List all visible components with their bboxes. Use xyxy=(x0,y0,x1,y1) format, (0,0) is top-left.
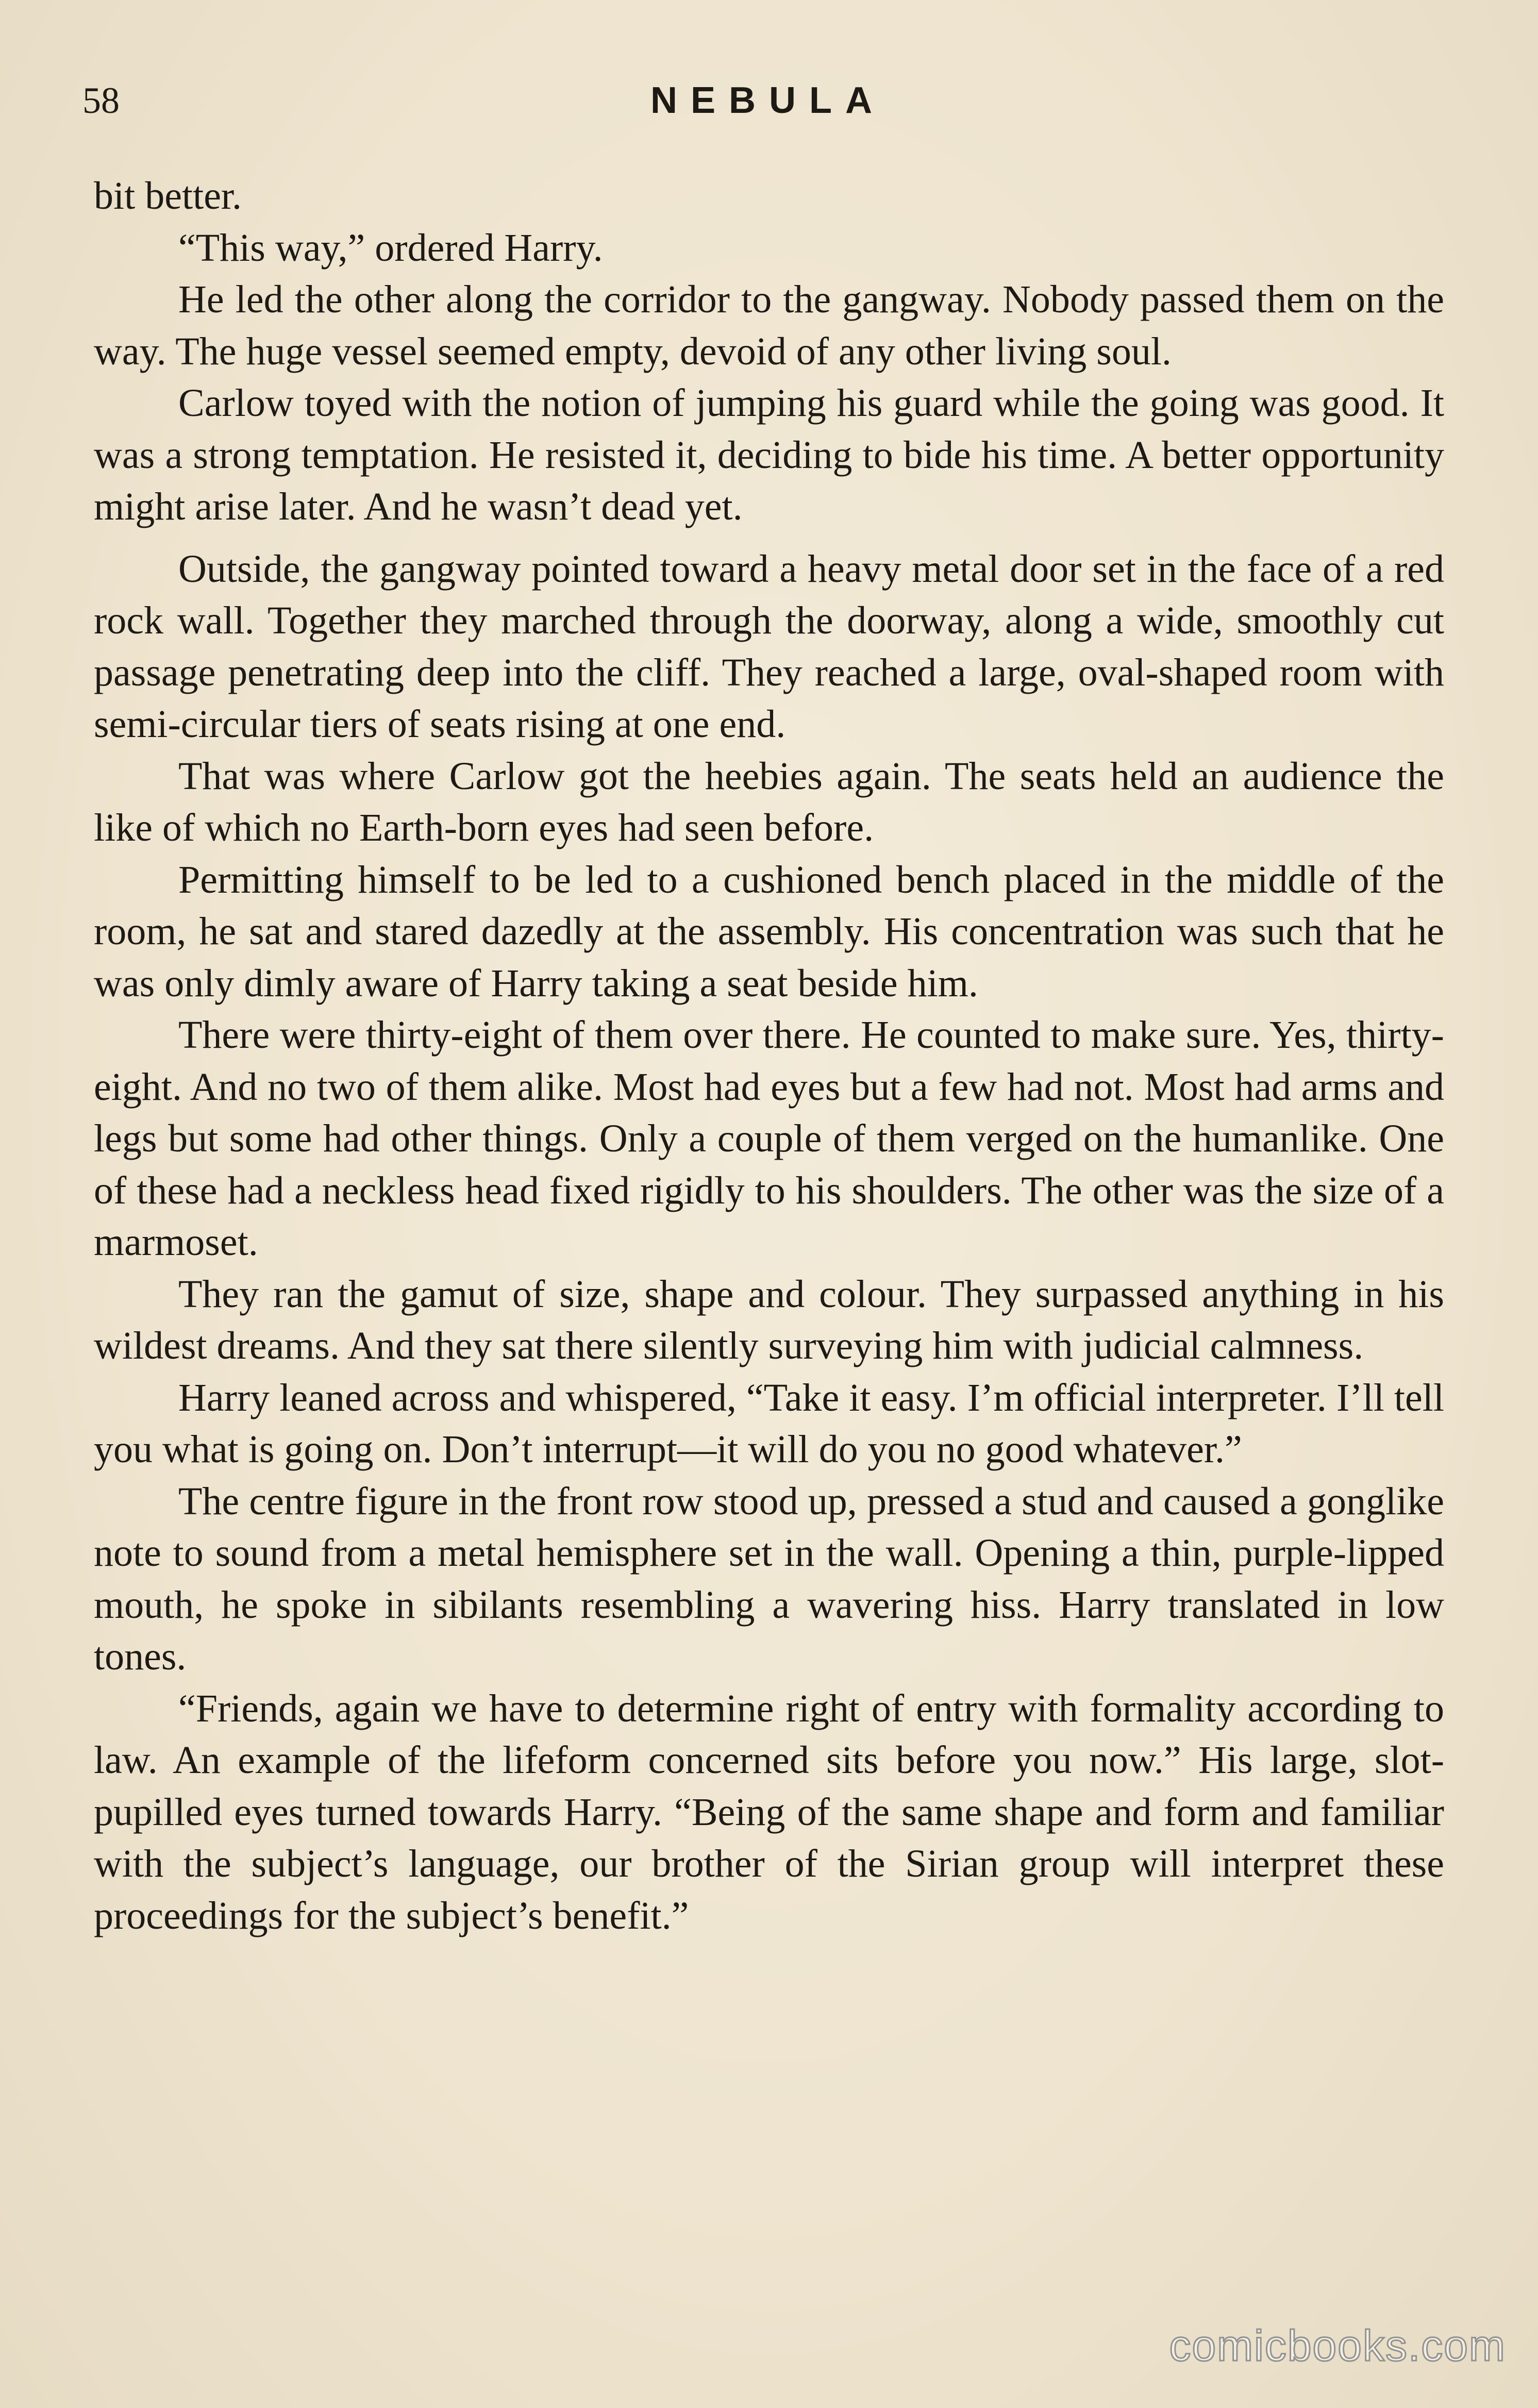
paragraph: He led the other along the corridor to the gangway. Nobody passed them on the way. The huge vessel seemed empty, devoid of any other living soul. xyxy=(94,278,1444,373)
paragraph: bit better. xyxy=(94,174,242,218)
watermark: comicbooks.com xyxy=(1169,2321,1506,2370)
paragraph: Permitting himself to be led to a cushioned bench placed in the middle of the room, he sat and stared dazedly at the assembly. His concentration was such that he was only dimly aware of Harry taking a seat beside him. xyxy=(94,858,1444,1005)
paragraph: They ran the gamut of size, shape and colour. They surpassed anything in his wildest dreams. And they sat there silently surveying him with judicial calmness. xyxy=(94,1272,1444,1367)
paragraph: Carlow toyed with the notion of jumping his guard while the going was good. It was a strong temptation. He resisted it, deciding to bide his time. A better opportunity might arise later. And he wasn’t dead yet. xyxy=(94,381,1444,528)
paragraph: Outside, the gangway pointed toward a heavy metal door set in the face of a red rock wall. Together they marched through the doorway, along a wide, smoothly cut passage penetrating deep into the cliff. They reached a large, oval-shaped room with semi-circular tiers of seats rising at one end. xyxy=(94,547,1444,746)
paragraph: There were thirty-eight of them over there. He counted to make sure. Yes, thirty-eight. And no two of them alike. Most had eyes but a few had not. Most had arms and legs but some had other things. Only a couple of them verged on the humanlike. One of these had a neckless head fixed rigidly to his shoulders. The other was the size of a marmoset. xyxy=(94,1013,1444,1264)
page-header xyxy=(82,72,1453,129)
paragraph: That was where Carlow got the heebies again. The seats held an audience the like of which no Earth-born eyes had seen before. xyxy=(94,754,1444,849)
paragraph: The centre figure in the front row stood up, pressed a stud and caused a gonglike note to sound from a metal hemisphere set in the wall. Opening a thin, purple-lipped mouth, he spoke in sibilants resembling a wavering hiss. Harry translated in low tones. xyxy=(94,1479,1444,1678)
paragraph: “Friends, again we have to determine right of entry with formality according to law. An example of the lifeform concerned sits before you now.” His large, slot-pupilled eyes turned towards Harry. “Being of the same shape and form and familiar with the subject’s language, our brother of the Sirian group will interpret these proceedings for the subject’s benefit.” xyxy=(94,1686,1444,1937)
page-number: 58 xyxy=(82,80,120,121)
paragraph: Harry leaned across and whispered, “Take it easy. I’m official interpreter. I’ll tell you what is going on. Don’t interrupt—it will do you no good whatever.” xyxy=(94,1376,1444,1471)
paragraph: “This way,” ordered Harry. xyxy=(178,226,603,270)
body-text xyxy=(94,170,1444,1942)
running-title: NEBULA xyxy=(650,80,885,121)
